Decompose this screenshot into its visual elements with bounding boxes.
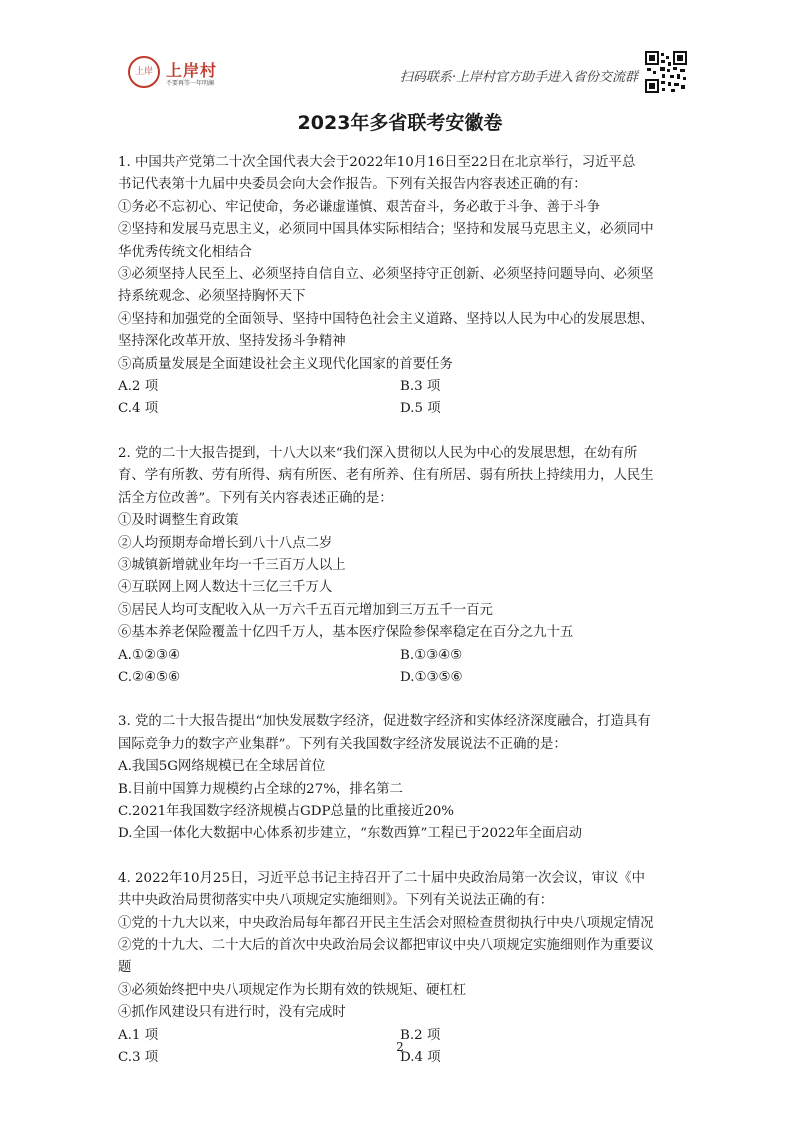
question-2-line: ⑤居民人均可支配收入从一万六千五百元增加到三万五千一百元 bbox=[118, 602, 493, 618]
question-1-line: ②坚持和发展马克思主义，必须同中国具体实际相结合；坚持和发展马克思主义，必须同中 bbox=[118, 222, 654, 238]
question-1-option-d: D.5 项 bbox=[400, 401, 441, 417]
question-1-option-c: C.4 项 bbox=[118, 401, 159, 417]
question-2-line: 活全方位改善”。下列有关内容表述正确的是： bbox=[118, 490, 393, 506]
question-4-line: 共中央政治局贯彻落实中央八项规定实施细则》。下列有关说法正确的有： bbox=[118, 893, 554, 909]
question-2-line: ③城镇新增就业年均一千三百万人以上 bbox=[118, 557, 346, 573]
question-2-option-b: B.①③④⑤ bbox=[400, 647, 463, 663]
brand-logo-icon: 上岸 bbox=[128, 56, 160, 88]
question-1 bbox=[118, 152, 686, 421]
question-4-option-d: D.4 项 bbox=[400, 1050, 441, 1066]
question-1-line: ④坚持和加强党的全面领导、坚持中国特色社会主义道路、坚持以人民为中心的发展思想、 bbox=[118, 311, 654, 327]
question-3-option-d: D.全国一体化大数据中心体系初步建立，“东数西算”工程已于2022年全面启动 bbox=[118, 826, 583, 842]
question-1-option-b: B.3 项 bbox=[400, 379, 441, 395]
question-3-line: 3. 党的二十大报告提出“加快发展数字经济，促进数字经济和实体经济深度融合，打造具有 bbox=[118, 714, 651, 730]
exam-title: 2023年多省联考安徽卷 bbox=[297, 112, 503, 134]
question-4-option-c: C.3 项 bbox=[118, 1050, 159, 1066]
question-4-option-a: A.1 项 bbox=[118, 1027, 159, 1043]
question-4-line: 4. 2022年10月25日，习近平总书记主持召开了二十届中央政治局第一次会议，审议《中 bbox=[118, 870, 646, 886]
question-4-line: ④抓作风建设只有进行时，没有完成时 bbox=[118, 1005, 346, 1021]
question-4-line: ①党的十九大以来，中央政治局每年都召开民主生活会对照检查贯彻执行中央八项规定情况 bbox=[118, 915, 654, 931]
question-1-line: 1. 中国共产党第二十次全国代表大会于2022年10月16日至22日在北京举行，习近平总 bbox=[118, 155, 636, 170]
question-3-line: 国际竞争力的数字产业集群”。下列有关我国数字经济发展说法不正确的是： bbox=[118, 736, 567, 752]
question-list bbox=[118, 152, 686, 1091]
question-2-line: ④互联网上网人数达十三亿三千万人 bbox=[118, 580, 333, 596]
qr-code-icon[interactable] bbox=[644, 50, 688, 94]
question-2-option-d: D.①③⑤⑥ bbox=[400, 669, 463, 685]
question-1-line: 华优秀传统文化相结合 bbox=[118, 244, 252, 260]
question-1-line: ③必须坚持人民至上、必须坚持自信自立、必须坚持守正创新、必须坚持问题导向、必须坚 bbox=[118, 267, 654, 283]
question-4-line: ②党的十九大、二十大后的首次中央政治局会议都把审议中央八项规定实施细则作为重要议 bbox=[118, 938, 654, 953]
question-2-line: 育、学有所教、劳有所得、病有所医、老有所养、住有所居、弱有所扶上持续用力，人民生 bbox=[118, 468, 654, 484]
question-1-line: 书记代表第十九届中央委员会向大会作报告。下列有关报告内容表述正确的有： bbox=[118, 177, 587, 193]
question-1-line: 持系统观念、必须坚持胸怀天下 bbox=[118, 289, 306, 305]
question-4-line: ③必须始终把中央八项规定作为长期有效的铁规矩、硬杠杠 bbox=[118, 982, 467, 998]
brand-name: 上岸村 bbox=[166, 61, 218, 80]
question-1-option-a: A.2 项 bbox=[118, 379, 159, 395]
question-3-option-c: C.2021年我国数字经济规模占GDP总量的比重接近20% bbox=[118, 803, 454, 819]
page-number: 2 bbox=[396, 1040, 404, 1054]
brand-slogan: 不要再等一年明澜 bbox=[166, 80, 215, 87]
question-4-option-b: B.2 项 bbox=[400, 1027, 441, 1043]
question-3-option-a: A.我国5G网络规模已在全球居首位 bbox=[118, 759, 326, 775]
question-2-line: ①及时调整生育政策 bbox=[118, 513, 239, 529]
question-4-line: 题 bbox=[118, 960, 132, 976]
question-2-option-a: A.①②③④ bbox=[118, 647, 180, 663]
question-2-line: 2. 党的二十大报告提到，十八大以来“我们深入贯彻以人民为中心的发展思想，在幼有所 bbox=[118, 445, 638, 461]
question-3-option-b: B.目前中国算力规模约占全球的27%，排名第二 bbox=[118, 781, 403, 797]
question-1-line: ①务必不忘初心、牢记使命，务必谦虚谨慎、艰苦奋斗，务必敢于斗争、善于斗争 bbox=[118, 199, 601, 215]
question-3 bbox=[118, 711, 686, 845]
header-tagline: 扫码联系·上岸村官方助手进入省份交流群 bbox=[399, 70, 638, 85]
question-2 bbox=[118, 443, 686, 689]
question-2-line: ②人均预期寿命增长到八十八点二岁 bbox=[118, 535, 333, 551]
question-1-line: 坚持深化改革开放、坚持发扬斗争精神 bbox=[118, 334, 346, 350]
question-2-line: ⑥基本养老保险覆盖十亿四千万人，基本医疗保险参保率稳定在百分之九十五 bbox=[118, 625, 574, 641]
question-2-option-c: C.②④⑤⑥ bbox=[118, 669, 181, 685]
page-header bbox=[128, 48, 688, 98]
question-1-line: ⑤高质量发展是全面建设社会主义现代化国家的首要任务 bbox=[118, 356, 453, 372]
